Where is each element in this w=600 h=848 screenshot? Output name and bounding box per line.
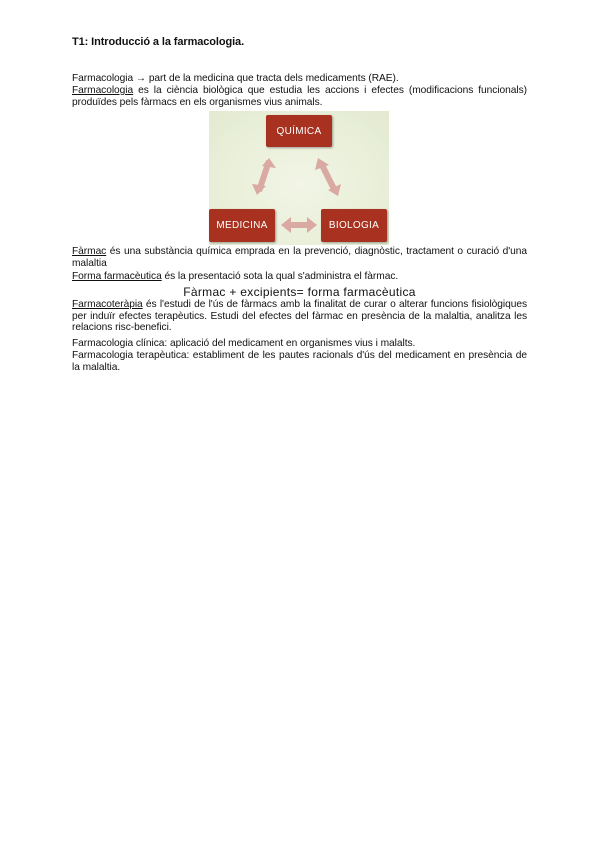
term-farmac: Fàrmac: [72, 246, 107, 257]
farmacologia-clinica-text: Farmacologia clínica: aplicació del medicament en organismes vius i malalts.: [72, 338, 416, 349]
medicina-box: MEDICINA: [209, 209, 275, 242]
disciplines-diagram: [209, 111, 389, 245]
quimica-box: QUÍMICA: [266, 115, 332, 147]
arrow-quimica-medicina: [252, 158, 276, 195]
paragraph-farmacologia-definition: [72, 85, 527, 108]
paragraph-forma-farmaceutica: [72, 271, 527, 283]
term-farmacologia: Farmacologia: [72, 85, 134, 96]
farmac-definition-text: és una substància química emprada en la prevenció, diagnòstic, tractament o curació d'una malaltia: [72, 246, 527, 269]
page-title: T1: Introducció a la farmacologia.: [72, 36, 245, 48]
paragraph-farmacoterapia: [72, 299, 527, 334]
rae-definition-text: Farmacologia → part de la medicina que tracta dels medicaments (RAE).: [72, 73, 399, 84]
forma-farmaceutica-text: és la presentació sota la qual s'administra el fàrmac.: [161, 271, 399, 282]
term-farmacoterapia: Farmacoteràpia: [72, 299, 143, 310]
arrow-quimica-biologia: [315, 158, 341, 196]
paragraph-farmac-definition: [72, 246, 527, 269]
arrow-medicina-biologia: [281, 217, 317, 233]
paragraph-farmacologia-clinica: [72, 338, 527, 350]
term-forma-farmaceutica: Forma farmacèutica: [72, 271, 162, 282]
farmacologia-terapeutica-text: Farmacologia terapèutica: establiment de les pautes racionals d'ús del medicament en presència de la malaltia.: [72, 350, 527, 373]
paragraph-farmacologia-terapeutica: [72, 350, 527, 373]
biologia-box: BIOLOGIA: [321, 209, 387, 242]
formula-line: Fàrmac + excipients= forma farmacèutica: [183, 285, 416, 299]
farmacoterapia-text: és l'estudi de l'ús de fàrmacs amb la finalitat de curar o alterar funcions fisiològiques per induïr efectes terapèutics. Estudi del efectes del fàrmac en presència de la malaltia, analitza les relacions risc-benefici.: [72, 299, 527, 334]
farmacologia-definition-text: es la ciència biològica que estudia les accions i efectes (modificacions funcionals) produïdes pels fàrmacs en els organismes vius animals.: [72, 85, 527, 108]
paragraph-rae-definition: [72, 73, 527, 85]
